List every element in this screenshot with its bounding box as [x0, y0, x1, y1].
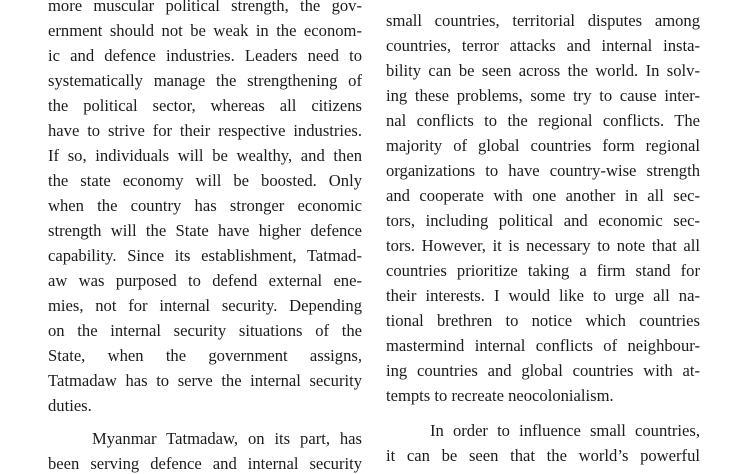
text-line: on the internal security situations of the — [48, 321, 362, 340]
text-line: strength will the State have higher defence — [48, 221, 362, 240]
text-line: tors, including political and economic sec- — [386, 211, 700, 230]
text-line: the political sector, whereas all citizens — [48, 96, 362, 115]
text-line: it can be seen that the world’s powerful — [386, 446, 700, 465]
text-line: State, when the government assigns, — [48, 346, 362, 365]
text-line: duties. — [48, 396, 92, 415]
text-line: tempts to recreate neocolonialism. — [386, 386, 614, 405]
text-line: more muscular political strength, the gov- — [48, 0, 362, 15]
text-line: aw was purposed to defend external ene- — [48, 271, 362, 290]
text-line: their interests. I would like to urge all na- — [386, 286, 700, 305]
text-line: mastermind internal conflicts of neighbour- — [386, 336, 700, 355]
text-line: Myanmar Tatmadaw, on its part, has — [92, 429, 362, 448]
text-line: organizations to have country-wise strength — [386, 161, 700, 180]
text-line: been serving defence and internal security — [48, 454, 362, 473]
text-line: the state economy will be boosted. Only — [48, 171, 362, 190]
text-line: ing these problems, some try to cause inter- — [386, 86, 700, 105]
text-line: ernment should not be weak in the econom- — [48, 21, 362, 40]
text-line: countries prioritize taking a firm stand for — [386, 261, 700, 280]
text-line: bility can be seen across the world. In solv- — [386, 61, 700, 80]
text-line: If so, individuals will be wealthy, and then — [48, 146, 362, 165]
text-line: tors. However, it is necessary to note that all — [386, 236, 700, 255]
text-line: capability. Since its establishment, Tatmad- — [48, 246, 362, 265]
text-line: tional brethren to notice which countries — [386, 311, 700, 330]
text-line: ing countries and global countries with at- — [386, 361, 700, 380]
text-line: In order to influence small countries, — [430, 421, 700, 440]
text-line: nal conflicts to the regional conflicts. The — [386, 111, 700, 130]
text-line: have to strive for their respective industries. — [48, 121, 362, 140]
text-line: when the country has stronger economic — [48, 196, 362, 215]
text-line: majority of global countries form regional — [386, 136, 700, 155]
text-line: systematically manage the strengthening of — [48, 71, 362, 90]
text-line: ic and defence industries. Leaders need to — [48, 46, 362, 65]
text-line: Tatmadaw has to serve the internal security — [48, 371, 362, 390]
text-line: countries, terror attacks and internal insta- — [386, 36, 700, 55]
text-line: mies, not for internal security. Depending — [48, 296, 362, 315]
text-line: and cooperate with one another in all sec- — [386, 186, 700, 205]
text-line: small countries, territorial disputes among — [386, 11, 700, 30]
